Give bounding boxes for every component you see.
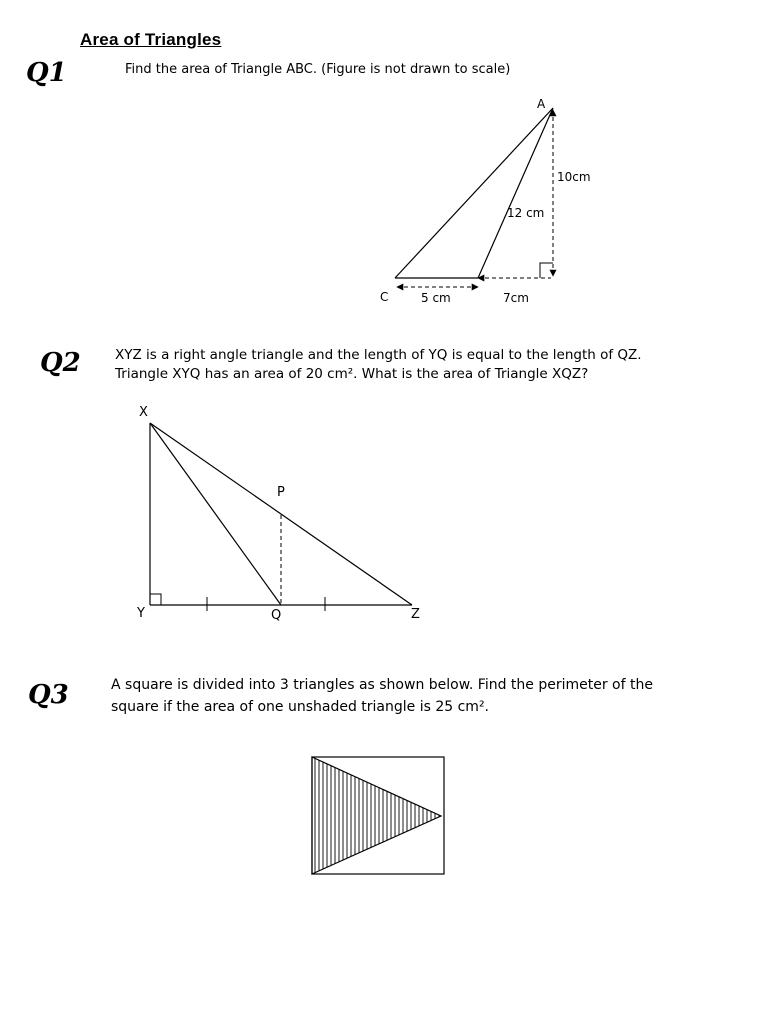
q3-text-line1: A square is divided into 3 triangles as shown below. Find the perimeter of the <box>111 677 653 693</box>
q2-text-line1: XYZ is a right angle triangle and the length of YQ is equal to the length of QZ. <box>115 347 642 363</box>
q1-label-height: 10cm <box>557 170 591 184</box>
q2-label-q: Q <box>271 608 282 623</box>
q3-text-line2: square if the area of one unshaded triangle is 25 cm². <box>111 699 490 715</box>
q2-segment-xq <box>150 423 281 605</box>
q2-right-angle-mark <box>150 594 161 605</box>
q1-handwritten-label: Q1 <box>26 58 67 88</box>
q3-shaded-triangle-hatch <box>315 757 439 874</box>
q2-label-x: X <box>139 405 148 420</box>
q2-figure <box>136 405 420 623</box>
q3-square <box>312 757 444 874</box>
q2-handwritten-label: Q2 <box>40 348 81 378</box>
q1-right-angle-mark <box>540 263 553 278</box>
q2-label-y: Y <box>137 606 145 621</box>
q1-label-c: C <box>380 290 389 304</box>
q1-side-ba <box>478 108 553 278</box>
q2-side-xz <box>150 423 412 605</box>
q2-text-line2: Triangle XYQ has an area of 20 cm². What is the area of Triangle XQZ? <box>115 366 589 382</box>
q1-figure <box>380 97 591 305</box>
page-title: Area of Triangles <box>80 30 222 49</box>
q1-label-slant: 12 cm <box>507 206 545 220</box>
q1-label-extension: 7cm <box>503 291 529 305</box>
q1-side-ca <box>395 108 553 278</box>
q1-text: Find the area of Triangle ABC. (Figure is not drawn to scale) <box>125 62 511 77</box>
q1-label-base: 5 cm <box>421 291 451 305</box>
q1-label-a: A <box>537 97 546 111</box>
q3-handwritten-label: Q3 <box>28 680 69 710</box>
q2-label-z: Z <box>411 607 420 622</box>
q2-label-p: P <box>277 485 285 500</box>
q3-figure <box>312 757 444 874</box>
